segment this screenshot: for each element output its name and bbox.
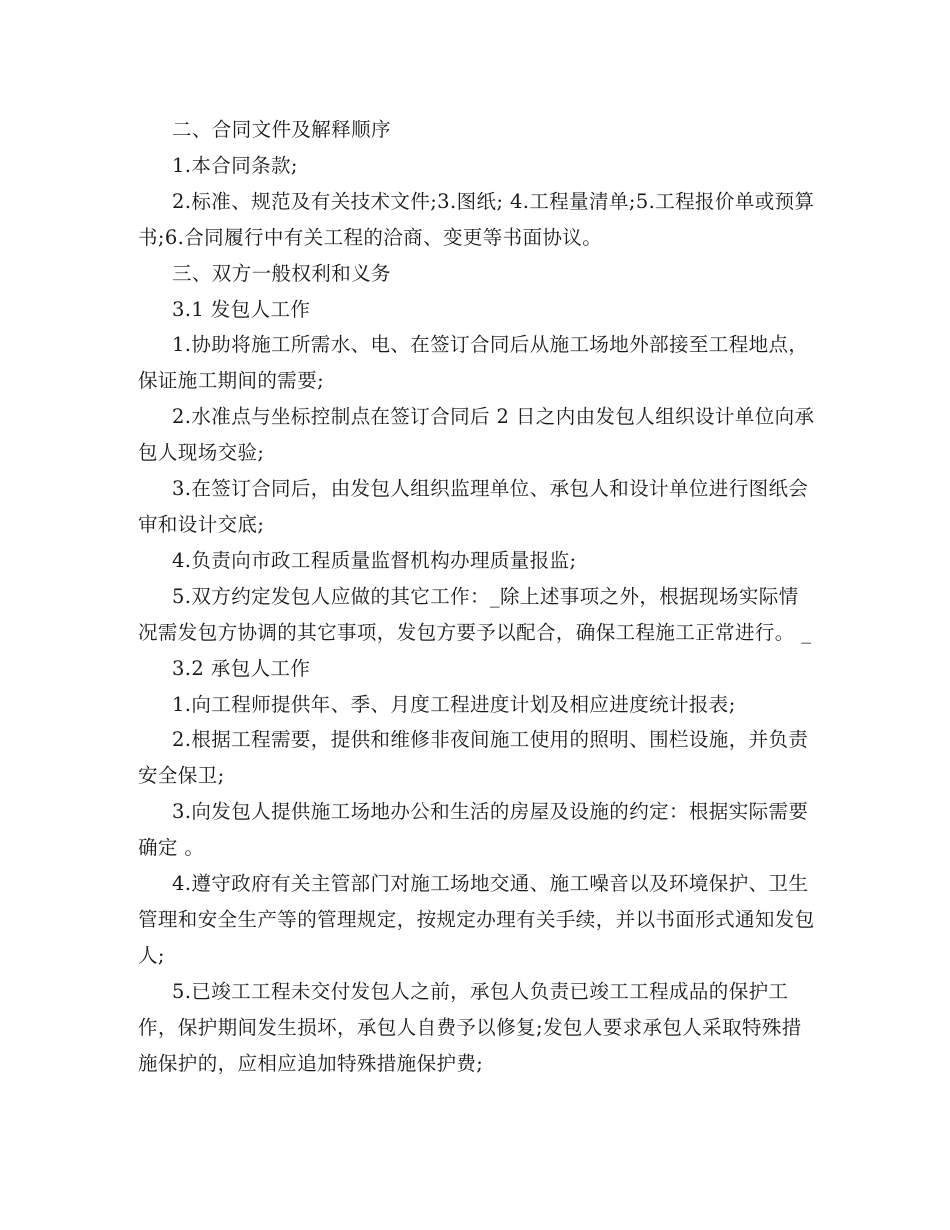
document-body	[138, 112, 818, 1081]
section-heading-contract-documents: 二、合同文件及解释顺序	[172, 118, 391, 141]
paragraph-item: 4.遵守政府有关主管部门对施工场地交通、施工噪音以及环境保护、卫生管理和安全生产等的管理规定，按规定办理有关手续，并以书面形式通知发包人;	[138, 872, 815, 967]
paragraph-item: 3.向发包人提供施工场地办公和生活的房屋及设施的约定：根据实际需要确定 。	[138, 800, 809, 860]
paragraph-item: 2.根据工程需要，提供和维修非夜间施工使用的照明、围栏设施，并负责安全保卫;	[138, 728, 809, 788]
paragraph-item: 1.本合同条款;	[172, 153, 298, 177]
paragraph-item: 5.双方约定发包人应做的其它工作：_除上述事项之外，根据现场实际情况需发包方协调的其它事项，发包方要予以配合，确保工程施工正常进行。 _	[138, 584, 812, 644]
subsection-heading-contractor-work: 3.2 承包人工作	[172, 656, 311, 680]
paragraph-item: 2.标准、规范及有关技术文件;3.图纸; 4.工程量清单;5.工程报价单或预算书;6.合同履行中有关工程的洽商、变更等书面协议。	[138, 189, 815, 249]
paragraph-item: 5.已竣工工程未交付发包人之前，承包人负责已竣工工程成品的保护工作，保护期间发生损坏，承包人自费予以修复;发包人要求承包人采取特殊措施保护的，应相应追加特殊措施保护费;	[138, 979, 802, 1075]
paragraph-item: 3.在签订合同后，由发包人组织监理单位、承包人和设计单位进行图纸会审和设计交底;	[138, 477, 809, 536]
section-heading-rights-obligations: 三、双方一般权利和义务	[172, 261, 391, 285]
paragraph-item: 2.水准点与坐标控制点在签订合同后 2 日之内由发包人组织设计单位向承包人现场交验;	[138, 405, 815, 465]
paragraph-item: 1.协助将施工所需水、电、在签订合同后从施工场地外部接至工程地点，保证施工期间的需要;	[138, 333, 809, 393]
paragraph-item: 1.向工程师提供年、季、月度工程进度计划及相应进度统计报表;	[172, 692, 736, 716]
paragraph-item: 4.负责向市政工程质量监督机构办理质量报监;	[172, 548, 577, 572]
subsection-heading-employer-work: 3.1 发包人工作	[172, 297, 311, 321]
